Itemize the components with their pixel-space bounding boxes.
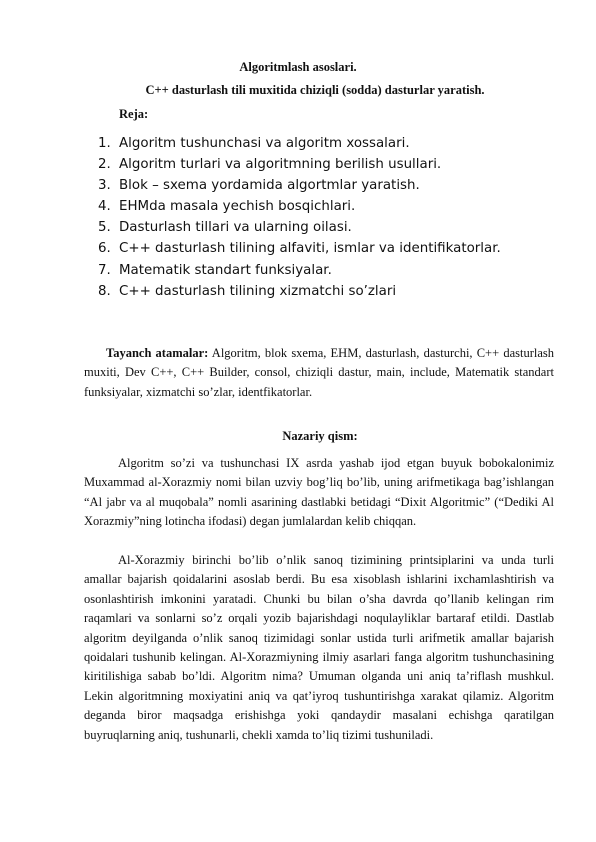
plan-item	[98, 133, 501, 154]
plan-item	[98, 217, 501, 238]
plan-item	[98, 154, 501, 175]
plan-item-text: C++ dasturlash tilining xizmatchi so’zlari	[119, 283, 397, 299]
plan-list	[98, 133, 501, 302]
plan-item	[98, 175, 501, 196]
section-heading: Nazariy qism:	[282, 429, 358, 443]
plan-item-number: 2.	[98, 157, 111, 173]
plan-item-number: 5.	[98, 220, 111, 236]
plan-item	[98, 238, 501, 259]
plan-item-text: Algoritm turlari va algoritmning berilish usullari.	[119, 157, 442, 173]
plan-item-number: 3.	[98, 178, 111, 194]
keywords-paragraph	[84, 344, 554, 402]
body-paragraph: Al-Xorazmiy birinchi bo’lib o’nlik sanoq tizimining printsiplarini va unda turli amallar bajarish qoidalarini asoslab berdi. Bu esa xisoblash ishlarini ixchamlashtirish va osonlashtirish imkonini yaratadi. Chunki bu bilan o’sha davrda qo’llanib kelingan rim raqamlari va sonlarni so’z orqali yozib bajarishdagi noqulayliklar bartaraf etildi. Dastlab algoritm deyilganda o’nlik sanoq tizimidagi sonlar ustida turli arifmetik amallar bajarish qoidalari tushunib kelingan. Al-Xorazmiyning ilmiy asarlari fanga algoritm tushunchasining kiritilishiga sabab bo’ldi. Algoritm nima? Umuman olganda uni aniq ta’riflash mushkul. Lekin algoritmning moxiyatini aniq va qat’iyroq tushuntirishga xarakat qilamiz. Algoritm deganda biror maqsadga erishishga yoki qandaydir masalani echishga qaratilgan buyruqlarning aniq, tushunarli, chekli xamda to’liq tizimi tushuniladi.	[84, 553, 554, 742]
plan-item-text: C++ dasturlash tilining alfaviti, ismlar va identifikatorlar.	[119, 241, 501, 257]
document-title: Algoritmlash asoslari.	[239, 60, 357, 74]
plan-item-number: 7.	[98, 262, 111, 278]
plan-heading: Reja:	[119, 107, 149, 121]
plan-item	[98, 196, 501, 217]
keywords-label: Tayanch atamalar:	[106, 346, 209, 360]
plan-item-number: 1.	[98, 136, 111, 151]
plan-item-text: Algoritm tushunchasi va algoritm xossalari.	[119, 136, 410, 151]
plan-item-text: Blok – sxema yordamida algortmlar yaratish.	[119, 178, 420, 194]
plan-item-number: 6.	[98, 241, 111, 257]
keywords-text: Algoritm, blok sxema, EHM, dasturlash, dasturchi, C++ dasturlash muxiti, Dev C++, C++ Builder, consol, chiziqli dastur, main, include, Matematik standart funksiyalar, xizmatchi so’zlar, identfikatorlar.	[84, 346, 554, 399]
plan-item	[98, 260, 501, 281]
plan-item-number: 4.	[98, 199, 111, 215]
document-subtitle: C++ dasturlash tili muxitida chiziqli (sodda) dasturlar yaratish.	[145, 83, 485, 97]
body-paragraph: Algoritm so’zi va tushunchasi IX asrda yashab ijod etgan buyuk bobokalonimiz Muxammad al-Xorazmiy nomi bilan uzviy bog’liq bo’lib, uning arifmetikaga bag’ishlangan “Al jabr va al muqobala” nomli asarining dastlabki betidagi “Dixit Algoritmic” (“Dediki Al Xorazmiy”ning lotincha ifodasi) degan jumlalardan kelib chiqqan.	[84, 456, 554, 529]
plan-item-text: Matematik standart funksiyalar.	[119, 262, 332, 278]
plan-item-number: 8.	[98, 283, 111, 299]
plan-item-text: Dasturlash tillari va ularning oilasi.	[119, 220, 352, 236]
plan-item	[98, 281, 501, 302]
plan-item-text: EHMda masala yechish bosqichlari.	[119, 199, 356, 215]
